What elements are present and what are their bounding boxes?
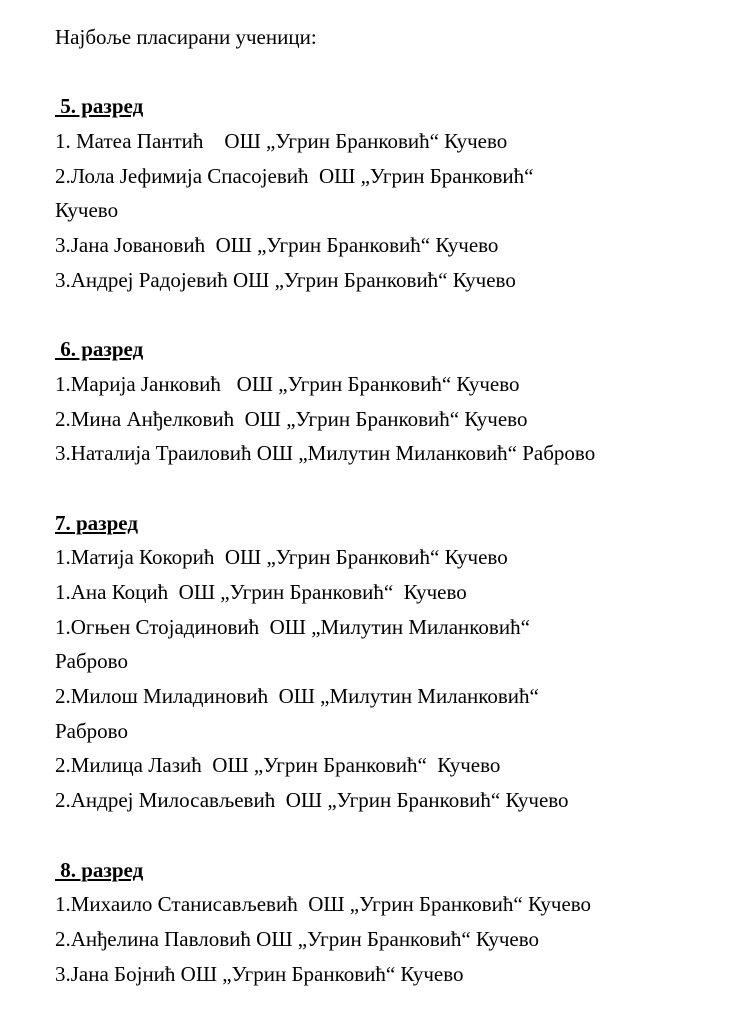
blank-line (55, 55, 695, 90)
grade-heading: 7. разред (55, 510, 138, 535)
student-entry (55, 402, 695, 437)
blank-line (55, 471, 695, 506)
grade-section (55, 89, 695, 297)
student-entry-line: 1.Матија Кокорић ОШ „Угрин Бранковић“ Кучево (55, 545, 508, 570)
student-entry-line: 1.Ана Коцић ОШ „Угрин Бранковић“ Кучево (55, 580, 467, 604)
student-entry (55, 748, 695, 783)
student-entry (55, 540, 695, 575)
blank-line (55, 818, 695, 853)
student-entry-line: Раброво (55, 718, 128, 743)
student-entry (55, 367, 695, 402)
student-entry (55, 679, 695, 748)
student-entry-line: 2.Андреј Милосављевић ОШ „Угрин Бранковић“ Кучево (55, 788, 569, 813)
student-entry-line: 2.Лола Јефимија Спасојевић ОШ „Угрин Бранковић“ (55, 163, 534, 188)
student-entry (55, 610, 695, 679)
results-list (55, 55, 695, 992)
grade-section (55, 853, 695, 992)
student-entry (55, 957, 695, 992)
student-entry-line: 1. Матеа Пантић ОШ „Угрин Бранковић“ Кучево (55, 129, 508, 154)
grade-section (55, 332, 695, 471)
student-entry (55, 228, 695, 263)
student-entry-line: 3.Јана Бојнић ОШ „Угрин Бранковић“ Кучево (55, 961, 464, 986)
student-entry-line: 1.Михаило Станисављевић ОШ „Угрин Бранковић“ Кучево (55, 892, 592, 917)
student-entry-line: 3.Јана Јовановић ОШ „Угрин Бранковић“ Кучево (55, 233, 499, 258)
student-entry (55, 159, 695, 228)
document-title: Најбоље пласирани ученици: (55, 25, 317, 49)
student-entry (55, 922, 695, 957)
student-entry (55, 575, 695, 610)
student-entry (55, 887, 695, 922)
student-entry (55, 124, 695, 159)
student-entry-line: 2.Анђелина Павловић ОШ „Угрин Бранковић“ Кучево (55, 926, 539, 951)
student-entry (55, 783, 695, 818)
student-entry-line: 2.Мина Анђелковић ОШ „Угрин Бранковић“ Кучево (55, 406, 528, 431)
grade-heading: 6. разред (55, 337, 144, 362)
student-entry-line: 1.Огњен Стојадиновић ОШ „Милутин Миланковић“ (55, 614, 530, 639)
document-body (55, 20, 695, 991)
student-entry-line: 1.Марија Јанковић ОШ „Угрин Бранковић“ Кучево (55, 371, 520, 396)
blank-line (55, 298, 695, 333)
student-entry-line: Кучево (55, 198, 119, 223)
grade-heading: 5. разред (55, 94, 144, 119)
student-entry (55, 436, 695, 471)
student-entry-line: 2.Милош Миладиновић ОШ „Милутин Миланковић“ (55, 684, 539, 709)
grade-section (55, 506, 695, 818)
student-entry-line: 3.Андреј Радојевић ОШ „Угрин Бранковић“ Кучево (55, 267, 516, 292)
student-entry-line: 3.Наталија Траиловић ОШ „Милутин Миланковић“ Раброво (55, 441, 596, 466)
grade-heading: 8. разред (55, 857, 144, 882)
student-entry-line: Раброво (55, 649, 128, 674)
student-entry-line: 2.Милица Лазић ОШ „Угрин Бранковић“ Кучево (55, 753, 501, 778)
student-entry (55, 263, 695, 298)
